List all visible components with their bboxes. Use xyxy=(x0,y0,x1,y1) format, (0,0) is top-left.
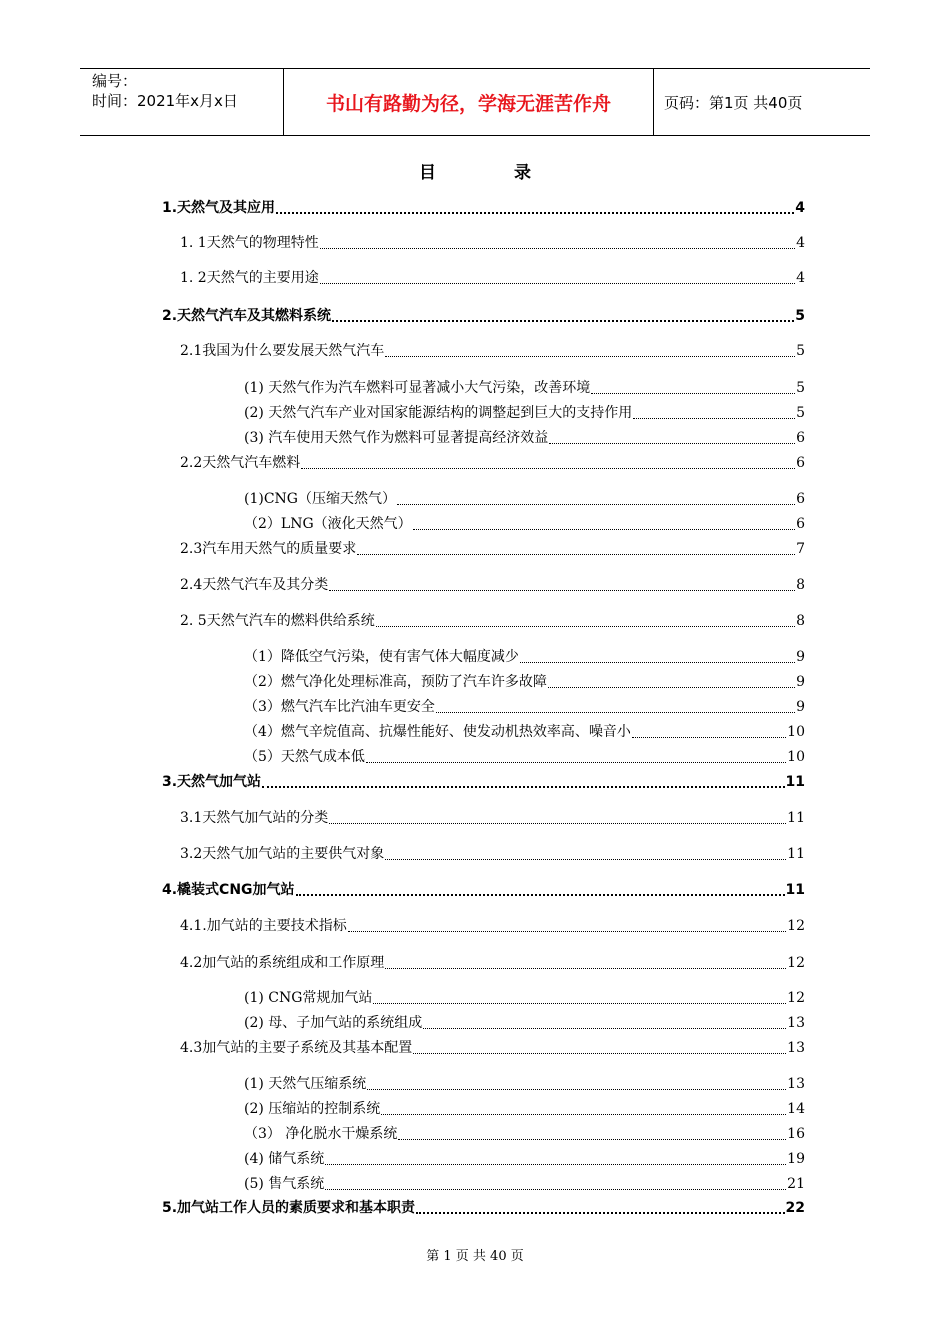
toc-leader-dots xyxy=(376,612,795,627)
toc-entry-page: 13 xyxy=(787,1015,805,1031)
toc-leader-dots xyxy=(320,234,795,249)
toc-entry[interactable] xyxy=(244,428,805,448)
header-meta xyxy=(80,69,284,135)
toc-entry[interactable] xyxy=(244,1124,805,1144)
toc-leader-dots xyxy=(548,673,795,688)
toc-entry-text: (1) CNG常规加气站 xyxy=(244,990,373,1006)
toc-leader-dots xyxy=(436,698,795,713)
toc-leader-dots xyxy=(367,1075,786,1090)
toc-entry-page: 11 xyxy=(787,846,805,862)
toc-entry[interactable] xyxy=(244,697,805,717)
toc-leader-dots xyxy=(348,917,786,932)
toc-entry-page: 8 xyxy=(796,577,805,593)
toc-entry-text: (5) 售气系统 xyxy=(244,1176,325,1192)
toc-leader-dots xyxy=(332,306,794,322)
toc-entry-text: 1. 2天然气的主要用途 xyxy=(180,270,319,286)
toc-entry-page: 13 xyxy=(787,1076,805,1092)
toc-entry-text: (4) 储气系统 xyxy=(244,1151,325,1167)
toc-leader-dots xyxy=(385,845,786,860)
toc-entry-text: 2.1我国为什么要发展天然气汽车 xyxy=(180,343,385,359)
toc-leader-dots xyxy=(373,989,786,1004)
toc-leader-dots xyxy=(366,748,786,763)
toc-entry-text: （1）降低空气污染，使有害气体大幅度减少 xyxy=(244,649,519,665)
toc-entry-text: 2.天然气汽车及其燃料系统 xyxy=(162,308,332,324)
toc-entry[interactable] xyxy=(162,1198,805,1218)
toc-entry-page: 19 xyxy=(787,1151,805,1167)
toc-entry[interactable] xyxy=(244,747,805,767)
toc-entry-page: 5 xyxy=(796,405,805,421)
header-page-info: 页码：第1页 共40页 xyxy=(664,93,803,112)
toc-entry-text: (1) 天然气作为汽车燃料可显著减小大气污染，改善环境 xyxy=(244,380,591,396)
toc-entry[interactable] xyxy=(162,772,805,792)
toc-entry-text: 2.4天然气汽车及其分类 xyxy=(180,577,329,593)
toc-entry-page: 6 xyxy=(796,430,805,446)
toc-entry[interactable] xyxy=(180,268,805,288)
toc-leader-dots xyxy=(329,576,795,591)
page-footer: 第 1 页 共 40 页 xyxy=(426,1249,524,1264)
toc-entry-text: （3） 净化脱水干燥系统 xyxy=(244,1126,398,1142)
toc-entry[interactable] xyxy=(180,1038,805,1058)
toc-entry[interactable] xyxy=(162,306,805,326)
toc-entry-page: 11 xyxy=(787,810,805,826)
header-date: 时间：2021年x月x日 xyxy=(92,92,238,110)
toc-entry-text: （5）天然气成本低 xyxy=(244,749,365,765)
toc-entry-page: 12 xyxy=(787,990,805,1006)
toc-entry-page: 9 xyxy=(796,674,805,690)
toc-entry[interactable] xyxy=(180,611,805,631)
toc-entry-page: 5 xyxy=(795,308,805,324)
toc-entry-page: 9 xyxy=(796,699,805,715)
toc-entry-page: 11 xyxy=(785,774,805,790)
toc-entry[interactable] xyxy=(244,514,805,534)
toc-entry-page: 6 xyxy=(796,516,805,532)
toc-leader-dots xyxy=(520,648,795,663)
toc-entry-text: 3.2天然气加气站的主要供气对象 xyxy=(180,846,385,862)
toc-entry[interactable] xyxy=(180,539,805,559)
toc-entry-page: 6 xyxy=(796,491,805,507)
toc-leader-dots xyxy=(385,954,786,969)
toc-leader-dots xyxy=(549,429,795,444)
toc-leader-dots xyxy=(413,515,795,530)
page-header xyxy=(80,68,870,136)
toc-entry-page: 5 xyxy=(796,380,805,396)
toc-entry-text: (3) 汽车使用天然气作为燃料可显著提高经济效益 xyxy=(244,430,549,446)
toc-entry-text: 2.3汽车用天然气的质量要求 xyxy=(180,541,357,557)
toc-entry-page: 10 xyxy=(787,724,805,740)
toc-entry[interactable] xyxy=(180,916,805,936)
toc-entry-text: （2）燃气净化处理标准高，预防了汽车许多故障 xyxy=(244,674,547,690)
toc-leader-dots xyxy=(416,1198,784,1214)
toc-entry[interactable] xyxy=(244,1149,805,1169)
toc-entry[interactable] xyxy=(244,378,805,398)
toc-entry[interactable] xyxy=(244,489,805,509)
toc-leader-dots xyxy=(262,772,784,788)
toc-entry[interactable] xyxy=(162,198,805,218)
toc-entry-page: 10 xyxy=(787,749,805,765)
toc-entry-text: (1)CNG（压缩天然气） xyxy=(244,491,396,507)
toc-entry-text: （4）燃气辛烷值高、抗爆性能好、使发动机热效率高、噪音小 xyxy=(244,724,631,740)
toc-leader-dots xyxy=(632,723,786,738)
toc-entry-page: 8 xyxy=(796,613,805,629)
toc-entry[interactable] xyxy=(180,808,805,828)
toc-entry[interactable] xyxy=(244,403,805,423)
toc-entry-text: 4.橇装式CNG加气站 xyxy=(162,882,295,898)
toc-leader-dots xyxy=(357,540,795,555)
toc-entry[interactable] xyxy=(180,575,805,595)
toc-entry[interactable] xyxy=(244,1099,805,1119)
toc-entry-text: （3）燃气汽车比汽油车更安全 xyxy=(244,699,435,715)
toc-entry-text: 5.加气站工作人员的素质要求和基本职责 xyxy=(162,1200,416,1216)
toc-leader-dots xyxy=(591,379,795,394)
toc-leader-dots xyxy=(633,404,795,419)
toc-leader-dots xyxy=(296,880,785,896)
toc-entry[interactable] xyxy=(244,1074,805,1094)
toc-entry-text: （2）LNG（液化天然气） xyxy=(244,516,412,532)
toc-entry-page: 4 xyxy=(795,200,805,216)
header-motto: 书山有路勤为径，学海无涯苦作舟 xyxy=(284,69,654,135)
toc-entry-text: 1.天然气及其应用 xyxy=(162,200,276,216)
toc-entry-text: (2) 母、子加气站的系统组成 xyxy=(244,1015,423,1031)
toc-leader-dots xyxy=(413,1039,786,1054)
toc-leader-dots xyxy=(320,269,795,284)
toc-entry-page: 16 xyxy=(787,1126,805,1142)
toc-entry-page: 4 xyxy=(796,235,805,251)
toc-entry-page: 21 xyxy=(787,1176,805,1192)
toc-entry-page: 11 xyxy=(785,882,805,898)
toc-entry-text: 1. 1天然气的物理特性 xyxy=(180,235,319,251)
toc-leader-dots xyxy=(385,342,795,357)
toc-entry-page: 4 xyxy=(796,270,805,286)
toc-entry-page: 13 xyxy=(787,1040,805,1056)
toc-entry-page: 22 xyxy=(785,1200,805,1216)
toc-entry-page: 7 xyxy=(796,541,805,557)
toc-entry[interactable] xyxy=(244,1013,805,1033)
toc-entry-page: 9 xyxy=(796,649,805,665)
toc-entry-page: 14 xyxy=(787,1101,805,1117)
toc-title xyxy=(0,158,950,183)
toc-leader-dots xyxy=(398,1125,786,1140)
toc-leader-dots xyxy=(301,454,795,469)
toc-entry[interactable] xyxy=(180,953,805,973)
toc-entry-text: 3.1天然气加气站的分类 xyxy=(180,810,329,826)
toc-entry-text: 4.3加气站的主要子系统及其基本配置 xyxy=(180,1040,413,1056)
toc-entry-text: 2. 5天然气汽车的燃料供给系统 xyxy=(180,613,375,629)
toc-title-char-1: 目 xyxy=(419,163,436,183)
toc-entry-text: 2.2天然气汽车燃料 xyxy=(180,455,301,471)
toc-entry-page: 12 xyxy=(787,918,805,934)
header-serial: 编号： xyxy=(92,72,138,90)
toc-leader-dots xyxy=(381,1100,786,1115)
toc-entry[interactable] xyxy=(244,647,805,667)
toc-entry[interactable] xyxy=(180,341,805,361)
toc-entry[interactable] xyxy=(244,988,805,1008)
toc-title-char-2: 录 xyxy=(514,163,531,183)
toc-entry-page: 12 xyxy=(787,955,805,971)
toc-entry-text: (1) 天然气压缩系统 xyxy=(244,1076,367,1092)
toc-entry-page: 5 xyxy=(796,343,805,359)
toc-entry[interactable] xyxy=(244,722,805,742)
toc-entry-text: 4.1.加气站的主要技术指标 xyxy=(180,918,347,934)
toc-leader-dots xyxy=(325,1175,786,1190)
toc-entry[interactable] xyxy=(180,844,805,864)
toc-entry-text: (2) 压缩站的控制系统 xyxy=(244,1101,381,1117)
toc-entry[interactable] xyxy=(180,233,805,253)
toc-entry[interactable] xyxy=(162,880,805,900)
toc-leader-dots xyxy=(325,1150,786,1165)
toc-entry[interactable] xyxy=(244,672,805,692)
toc-leader-dots xyxy=(276,198,794,214)
toc-leader-dots xyxy=(397,490,795,505)
toc-entry[interactable] xyxy=(244,1174,805,1194)
toc-leader-dots xyxy=(423,1014,786,1029)
toc-entry-text: 3.天然气加气站 xyxy=(162,774,262,790)
toc-entry[interactable] xyxy=(180,453,805,473)
toc-leader-dots xyxy=(329,809,786,824)
toc-entry-page: 6 xyxy=(796,455,805,471)
toc-entry-text: (2) 天然气汽车产业对国家能源结构的调整起到巨大的支持作用 xyxy=(244,405,633,421)
toc-entry-text: 4.2加气站的系统组成和工作原理 xyxy=(180,955,385,971)
